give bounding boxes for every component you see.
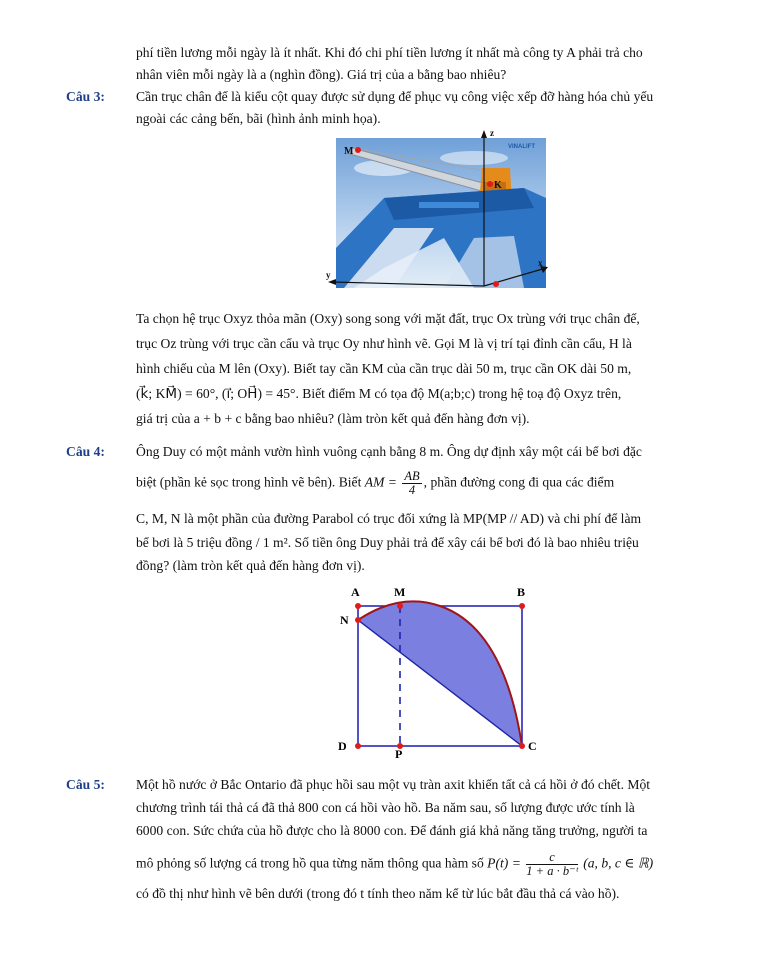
label-d: D (338, 739, 347, 753)
point-m (397, 603, 403, 609)
intro-line-1: phí tiền lương mỗi ngày là ít nhất. Khi đó chi phí tiền lương ít nhất mà công ty A phải trả cho (136, 45, 643, 60)
formula-lhs: P(t) = (487, 855, 521, 871)
am-fraction-den: 4 (408, 483, 416, 497)
q4-text-line-2b: , phần đường cong đi qua các điểm (423, 474, 615, 490)
q3-text-line-1: Cần trục chân đế là kiểu cột quay được sử dụng để phục vụ công việc xếp đỡ hàng hóa chủ yếu (136, 89, 654, 104)
q4-text-line-2 (136, 470, 614, 497)
point-k (487, 181, 493, 187)
formula-rhs: (a, b, c ∈ ℝ) (583, 855, 654, 871)
q5-text-line-2: chương trình tái thả cá đã thả 800 con cá hồi vào hồ. Ba năm sau, số lượng được ước tính là (136, 800, 635, 815)
label-x: x (538, 258, 543, 268)
vinalift-logo: VINALIFT (508, 144, 535, 150)
label-p: P (395, 747, 403, 758)
point-m (355, 147, 361, 153)
q4-text-line-1: Ông Duy có một mảnh vườn hình vuông cạnh bằng 8 m. Ông dự định xây một cái bể bơi đặc (136, 444, 642, 459)
q3-para-line-1: Ta chọn hệ trục Oxyz thỏa mãn (Oxy) song song với mặt đất, trục Ox trùng với trục chân đế, (136, 311, 640, 326)
pool-diagram (334, 582, 556, 758)
formula-den: 1 + a · b⁻ᵗ (526, 864, 578, 878)
q4-text-line-5: đồng? (làm tròn kết quả đến hàng đơn vị). (136, 558, 365, 573)
question-4-label: Câu 4: (66, 444, 105, 459)
q5-text-line-3: 6000 con. Sức chứa của hồ được cho là 8000 con. Để đánh giá khả năng tăng trưởng, người ta (136, 823, 648, 838)
point-c (519, 743, 525, 749)
label-m: M (344, 146, 354, 157)
point-b (519, 603, 525, 609)
point-a (355, 603, 361, 609)
label-y: y (326, 270, 331, 280)
question-3-label: Câu 3: (66, 89, 105, 104)
q4-text-line-4: bể bơi là 5 triệu đồng / 1 m². Số tiền ông Duy phải trả để xây cái bể bơi đó là bao nhiêu triệu (136, 535, 639, 550)
label-n: N (340, 613, 349, 627)
q3-para-line-5: giá trị của a + b + c bằng bao nhiêu? (làm tròn kết quả đến hàng đơn vị). (136, 411, 530, 426)
q3-para-line-3: hình chiếu của M lên (Oxy). Biết tay cần KM của cần trục dài 50 m, trục cần OK dài 50 m, (136, 361, 632, 376)
label-z: z (490, 128, 494, 138)
q5-text-line-4a: mô phỏng số lượng cá trong hồ qua từng năm thông qua hàm số (136, 855, 484, 871)
q5-text-line-1: Một hồ nước ở Bắc Ontario đã phục hồi sau một vụ tràn axit khiến tất cả cá hồi ở đó chết. Một (136, 777, 651, 792)
q5-text-line-4 (136, 851, 653, 878)
label-m: M (394, 585, 406, 599)
label-b: B (517, 585, 526, 599)
q4-text-line-2a: biệt (phần kẻ sọc trong hình vẽ bên). Biết (136, 474, 362, 490)
formula-num: c (526, 851, 578, 865)
q5-text-line-5: có đồ thị như hình vẽ bên dưới (trong đó t tính theo năm kể từ lúc bắt đầu thả cá vào hồ). (136, 886, 620, 901)
am-fraction-num: AB (404, 469, 420, 483)
intro-line-2: nhân viên mỗi ngày là a (nghìn đồng). Giá trị của a bằng bao nhiêu? (136, 67, 507, 82)
am-lhs: AM = (364, 474, 397, 490)
formula-fraction (526, 851, 578, 878)
label-c: C (528, 739, 537, 753)
point-n (355, 617, 361, 623)
label-k: K (494, 180, 502, 191)
am-fraction (402, 470, 421, 497)
q4-text-line-3: C, M, N là một phần của đường Parabol có trục đối xứng là MP(MP // AD) và chi phí để làm (136, 511, 642, 526)
question-5-label: Câu 5: (66, 777, 105, 792)
q3-para-line-2: trục Oz trùng với trục cần cẩu và trục Oy như hình vẽ. Gọi M là vị trí tại đỉnh cần cẩu, H là (136, 336, 632, 351)
crane-photo (324, 128, 550, 288)
point-origin (493, 281, 499, 287)
q3-para-line-4: (k⃗; KM⃗) = 60°, (i⃗; OH⃗) = 45°. Biết điểm M có tọa độ M(a;b;c) trong hệ toạ độ Oxyz trên, (136, 386, 622, 401)
point-d (355, 743, 361, 749)
label-a: A (351, 585, 360, 599)
pool-region (358, 601, 522, 746)
q3-text-line-2: ngoài các cảng bến, bãi (hình ảnh minh họa). (136, 111, 381, 126)
